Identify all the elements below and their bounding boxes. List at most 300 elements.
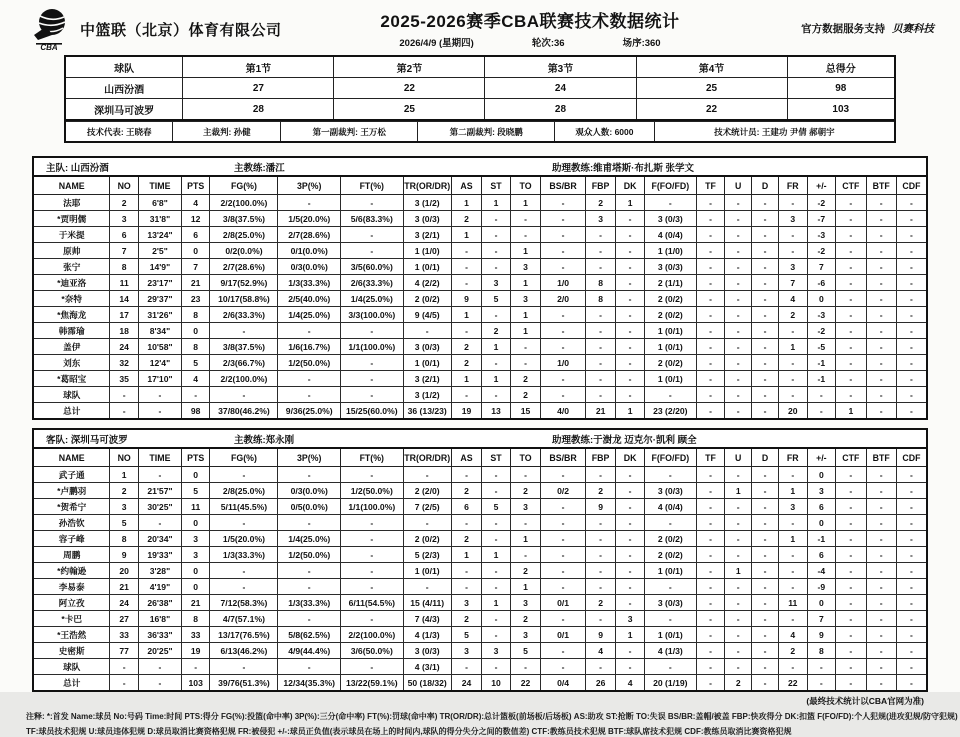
- player-name-cell: 法耶: [33, 195, 110, 211]
- stat-cell: -: [725, 275, 752, 291]
- stat-cell: -: [341, 243, 404, 259]
- column-header: 第3节: [485, 56, 636, 78]
- stat-cell: -: [616, 547, 645, 563]
- stat-cell: 4: [616, 675, 645, 692]
- stat-cell: -: [752, 243, 779, 259]
- stat-cell: -: [585, 515, 615, 531]
- stat-cell: -: [807, 387, 836, 403]
- stat-cell: 2: [510, 563, 540, 579]
- table-row: [33, 387, 927, 403]
- column-header: ST: [482, 448, 511, 467]
- stat-cell: 5: [181, 355, 210, 371]
- stat-cell: 1 (0/1): [644, 563, 696, 579]
- column-header: TR(OR/DR): [403, 448, 451, 467]
- stat-cell: -: [866, 387, 896, 403]
- stat-cell: -: [866, 243, 896, 259]
- stat-cell: 3: [778, 499, 807, 515]
- stat-cell: -: [616, 275, 645, 291]
- stat-cell: 1: [778, 531, 807, 547]
- stat-cell: 1: [510, 275, 540, 291]
- stat-cell: 0: [807, 515, 836, 531]
- stat-cell: 2 (0/2): [644, 355, 696, 371]
- stat-cell: 1: [510, 195, 540, 211]
- column-header: FG(%): [210, 448, 278, 467]
- stat-cell: -2: [807, 243, 836, 259]
- column-header: PTS: [181, 176, 210, 195]
- stat-cell: -: [696, 595, 725, 611]
- stat-cell: 7: [778, 275, 807, 291]
- column-header: U: [725, 448, 752, 467]
- stat-cell: 2: [778, 643, 807, 659]
- stat-cell: -: [616, 243, 645, 259]
- stat-cell: 3 (0/3): [644, 483, 696, 499]
- stat-cell: -: [836, 611, 866, 627]
- stat-cell: 2/3(66.7%): [210, 355, 278, 371]
- stat-cell: 1 (0/1): [644, 371, 696, 387]
- stat-cell: 3: [451, 643, 481, 659]
- home-team-section: [32, 156, 928, 420]
- header-center: [338, 7, 722, 49]
- stat-cell: -: [836, 483, 866, 499]
- stat-cell: -2: [807, 323, 836, 339]
- stat-cell: -: [725, 195, 752, 211]
- stat-cell: 17: [110, 307, 139, 323]
- stat-cell: -: [541, 515, 586, 531]
- stat-cell: -: [210, 579, 278, 595]
- stat-cell: -: [210, 323, 278, 339]
- player-name-cell: 阿立孜: [33, 595, 110, 611]
- stat-cell: -: [510, 547, 540, 563]
- stat-cell: -: [778, 467, 807, 483]
- stat-cell: -: [541, 243, 586, 259]
- stat-cell: 2/2(100.0%): [341, 627, 404, 643]
- stat-cell: -: [725, 547, 752, 563]
- stat-cell: 1 (0/1): [644, 339, 696, 355]
- stat-cell: -: [482, 611, 511, 627]
- stat-cell: 9: [807, 627, 836, 643]
- stat-cell: -: [616, 307, 645, 323]
- stat-cell: 18: [110, 323, 139, 339]
- stat-cell: -: [696, 675, 725, 692]
- stat-cell: -: [836, 227, 866, 243]
- stat-cell: -: [644, 659, 696, 675]
- stat-cell: -: [696, 259, 725, 275]
- cba-logo-icon: [26, 7, 74, 51]
- stat-cell: -: [896, 323, 927, 339]
- stat-cell: -: [752, 627, 779, 643]
- stat-cell: 4: [778, 627, 807, 643]
- stat-cell: 0: [181, 243, 210, 259]
- stat-cell: -: [585, 243, 615, 259]
- stat-cell: 7: [110, 243, 139, 259]
- column-header: AS: [451, 448, 481, 467]
- stat-cell: 0/4: [541, 675, 586, 692]
- stat-cell: 1/2(50.0%): [341, 483, 404, 499]
- column-header: 总得分: [787, 56, 895, 78]
- column-header: 3P(%): [278, 448, 341, 467]
- stat-cell: -: [585, 339, 615, 355]
- stat-cell: 4: [181, 195, 210, 211]
- stat-cell: -: [585, 563, 615, 579]
- stat-cell: -: [696, 531, 725, 547]
- stat-cell: -: [541, 467, 586, 483]
- stat-cell: -: [696, 211, 725, 227]
- column-header: 3P(%): [278, 176, 341, 195]
- stat-cell: -: [181, 387, 210, 403]
- stat-cell: -: [836, 243, 866, 259]
- stat-cell: -: [752, 259, 779, 275]
- stat-cell: -: [696, 563, 725, 579]
- stat-cell: -: [778, 547, 807, 563]
- stat-cell: 33: [181, 627, 210, 643]
- stat-cell: -: [541, 531, 586, 547]
- stat-cell: 7 (4/3): [403, 611, 451, 627]
- stat-cell: -: [866, 499, 896, 515]
- stat-cell: 9: [110, 547, 139, 563]
- stat-cell: 4/0: [541, 403, 586, 420]
- column-header: TF: [696, 176, 725, 195]
- stat-cell: -: [403, 515, 451, 531]
- column-header: TR(OR/DR): [403, 176, 451, 195]
- table-row: [33, 579, 927, 595]
- stat-cell: -: [866, 675, 896, 692]
- stat-cell: -: [585, 323, 615, 339]
- stat-cell: -: [510, 355, 540, 371]
- stat-cell: -: [778, 659, 807, 675]
- stat-cell: -: [836, 467, 866, 483]
- column-header: FBP: [585, 176, 615, 195]
- info-cell: 主裁判: 孙健: [173, 122, 281, 143]
- stat-cell: 23: [181, 291, 210, 307]
- stat-cell: -: [616, 579, 645, 595]
- stat-cell: -: [836, 579, 866, 595]
- stat-cell: -: [451, 563, 481, 579]
- stat-cell: -: [725, 627, 752, 643]
- column-header: 球队: [65, 56, 183, 78]
- stat-cell: -: [451, 515, 481, 531]
- stat-cell: 2 (2/0): [403, 483, 451, 499]
- stat-cell: 16'8": [138, 611, 181, 627]
- away-stats-body: [33, 467, 927, 692]
- stats-header-row: [33, 448, 927, 467]
- stat-cell: 1: [725, 483, 752, 499]
- player-name-cell: *贾明儒: [33, 211, 110, 227]
- stat-cell: -: [541, 227, 586, 243]
- stat-cell: 3 (1/2): [403, 387, 451, 403]
- stat-cell: 0/1(0.0%): [278, 243, 341, 259]
- stat-cell: -: [725, 227, 752, 243]
- stat-cell: 8: [807, 643, 836, 659]
- stat-cell: 2: [110, 195, 139, 211]
- stat-cell: -: [896, 291, 927, 307]
- stat-cell: 19'33": [138, 547, 181, 563]
- column-header: FT(%): [341, 176, 404, 195]
- stat-cell: -: [896, 499, 927, 515]
- score-header-row: [65, 56, 895, 78]
- stat-cell: 3: [510, 595, 540, 611]
- stat-cell: -: [725, 323, 752, 339]
- info-cell: 第二副裁判: 段晓鹏: [418, 122, 555, 143]
- stat-cell: -: [341, 371, 404, 387]
- stat-cell: 5/8(62.5%): [278, 627, 341, 643]
- stat-cell: -: [752, 275, 779, 291]
- stat-cell: 103: [181, 675, 210, 692]
- stat-cell: -: [696, 243, 725, 259]
- stat-cell: 24: [451, 675, 481, 692]
- table-row: [33, 515, 927, 531]
- stat-cell: -: [866, 611, 896, 627]
- stat-cell: 1/3(33.3%): [278, 275, 341, 291]
- stat-cell: 1: [482, 195, 511, 211]
- column-header: NO: [110, 448, 139, 467]
- stat-cell: -: [752, 371, 779, 387]
- stat-cell: -: [616, 467, 645, 483]
- stat-cell: -: [510, 211, 540, 227]
- stat-cell: -: [836, 531, 866, 547]
- table-row: [33, 547, 927, 563]
- stat-cell: 11: [110, 275, 139, 291]
- stat-cell: -: [752, 339, 779, 355]
- stat-cell: -: [778, 243, 807, 259]
- stat-cell: 3: [510, 259, 540, 275]
- stat-cell: 1/1(100.0%): [341, 499, 404, 515]
- stat-cell: -: [341, 579, 404, 595]
- stat-cell: 32: [110, 355, 139, 371]
- stat-cell: -: [896, 387, 927, 403]
- stat-cell: -: [752, 515, 779, 531]
- player-name-cell: 韩霈瑜: [33, 323, 110, 339]
- stat-cell: -: [866, 579, 896, 595]
- stat-cell: 1: [778, 339, 807, 355]
- stat-cell: -: [616, 595, 645, 611]
- stat-cell: 4'19": [138, 579, 181, 595]
- stat-cell: 0/1: [541, 595, 586, 611]
- stat-cell: -: [696, 611, 725, 627]
- stat-cell: -: [541, 259, 586, 275]
- stat-cell: -: [616, 659, 645, 675]
- stat-cell: -: [725, 499, 752, 515]
- table-row: [33, 339, 927, 355]
- legend-line-2: TF:球员技术犯规 U:球员违体犯规 D:球员取消比赛资格犯规 FR:被侵犯 +/-:球员正负值(表示球员在场上的时间内,球队的得分失分之间的数值差) CTF:教练员技术犯规 BTF:球队席技术犯规 CDF:教练员取消比赛资格犯规: [26, 727, 792, 736]
- info-cell: 技术代表: 王晓春: [65, 122, 173, 143]
- stat-cell: -: [696, 659, 725, 675]
- stat-cell: 22: [636, 99, 787, 121]
- away-team-info: [32, 428, 928, 447]
- stat-cell: 4 (1/3): [644, 643, 696, 659]
- stat-cell: -: [725, 387, 752, 403]
- stat-cell: 1/4(25.0%): [278, 531, 341, 547]
- stat-cell: -: [725, 643, 752, 659]
- stat-cell: 20: [110, 563, 139, 579]
- stat-cell: -: [138, 403, 181, 420]
- stat-cell: 4 (0/4): [644, 499, 696, 515]
- info-cell: 观众人数: 6000: [555, 122, 655, 143]
- column-header: DK: [616, 448, 645, 467]
- stat-cell: -: [896, 547, 927, 563]
- stat-cell: -: [451, 659, 481, 675]
- stat-cell: 22: [778, 675, 807, 692]
- stat-cell: 2/2(100.0%): [210, 195, 278, 211]
- stat-cell: -: [866, 259, 896, 275]
- stat-cell: 6: [451, 499, 481, 515]
- stat-cell: -: [896, 259, 927, 275]
- player-name-cell: *奈特: [33, 291, 110, 307]
- stat-cell: 2/8(25.0%): [210, 483, 278, 499]
- stat-cell: -: [725, 339, 752, 355]
- stat-cell: -: [836, 307, 866, 323]
- stat-cell: 1: [451, 227, 481, 243]
- stat-cell: -: [866, 563, 896, 579]
- stat-cell: 2/6(33.3%): [210, 307, 278, 323]
- stat-cell: 2 (0/2): [403, 291, 451, 307]
- player-name-cell: 周鹏: [33, 547, 110, 563]
- stat-cell: 1 (0/1): [403, 563, 451, 579]
- stat-cell: -: [482, 563, 511, 579]
- stat-cell: -: [725, 291, 752, 307]
- stat-cell: -: [644, 515, 696, 531]
- stat-cell: -: [836, 595, 866, 611]
- stat-cell: -: [866, 371, 896, 387]
- stat-cell: 11: [778, 595, 807, 611]
- stat-cell: -: [510, 339, 540, 355]
- stat-cell: -: [541, 611, 586, 627]
- stat-cell: 1 (0/1): [403, 259, 451, 275]
- player-name-cell: 球队: [33, 387, 110, 403]
- stat-cell: 1: [482, 339, 511, 355]
- stat-cell: -: [778, 387, 807, 403]
- stat-cell: 5/11(45.5%): [210, 499, 278, 515]
- stat-cell: 1: [482, 595, 511, 611]
- stat-cell: 9/36(25.0%): [278, 403, 341, 420]
- stat-cell: -: [341, 387, 404, 403]
- stat-cell: 13: [482, 403, 511, 420]
- stat-cell: 2: [585, 595, 615, 611]
- stat-cell: -: [752, 355, 779, 371]
- stat-cell: -: [585, 659, 615, 675]
- stat-cell: -: [278, 659, 341, 675]
- stat-cell: -: [110, 387, 139, 403]
- stat-cell: 2/2(100.0%): [210, 371, 278, 387]
- stat-cell: -: [616, 355, 645, 371]
- stat-cell: -5: [807, 339, 836, 355]
- stat-cell: -: [341, 659, 404, 675]
- stat-cell: -: [752, 323, 779, 339]
- stat-cell: 4/9(44.4%): [278, 643, 341, 659]
- stat-cell: -: [696, 403, 725, 420]
- stat-cell: -: [451, 275, 481, 291]
- stat-cell: -: [725, 371, 752, 387]
- stat-cell: -: [482, 627, 511, 643]
- stat-cell: -: [482, 227, 511, 243]
- column-header: NAME: [33, 448, 110, 467]
- stat-cell: 17'10": [138, 371, 181, 387]
- stat-cell: -: [752, 659, 779, 675]
- stat-cell: -: [896, 339, 927, 355]
- stat-cell: 0: [807, 291, 836, 307]
- stat-cell: -: [541, 659, 586, 675]
- stat-cell: -2: [807, 195, 836, 211]
- header-right: [722, 7, 934, 36]
- stat-cell: 11: [181, 499, 210, 515]
- stat-cell: 1/0: [541, 275, 586, 291]
- table-row: [33, 483, 927, 499]
- info-cell: 第一副裁判: 王万松: [281, 122, 418, 143]
- player-name-cell: 于米提: [33, 227, 110, 243]
- stat-cell: -: [278, 563, 341, 579]
- column-header: CDF: [896, 176, 927, 195]
- stat-cell: -6: [807, 275, 836, 291]
- stat-cell: 2: [778, 307, 807, 323]
- column-header: FR: [778, 448, 807, 467]
- stat-cell: -: [752, 307, 779, 323]
- stat-cell: 13/17(76.5%): [210, 627, 278, 643]
- stat-cell: -: [807, 403, 836, 420]
- player-name-cell: 深圳马可波罗: [65, 99, 183, 121]
- stat-cell: 1/2(50.0%): [278, 547, 341, 563]
- stat-cell: -: [482, 483, 511, 499]
- stat-cell: -: [341, 515, 404, 531]
- officials-row: [65, 122, 895, 143]
- stat-cell: -: [896, 659, 927, 675]
- stat-cell: -: [616, 291, 645, 307]
- stat-cell: 12: [181, 211, 210, 227]
- stat-cell: 4 (0/4): [644, 227, 696, 243]
- stat-cell: -: [278, 371, 341, 387]
- stat-cell: -: [725, 259, 752, 275]
- stat-cell: 21'57": [138, 483, 181, 499]
- stat-cell: -: [866, 627, 896, 643]
- legend: [26, 711, 958, 737]
- stat-cell: 2: [451, 355, 481, 371]
- stat-cell: -: [541, 371, 586, 387]
- stat-cell: -: [725, 355, 752, 371]
- stat-cell: -: [752, 499, 779, 515]
- stat-cell: 1/5(20.0%): [210, 531, 278, 547]
- stat-cell: -: [278, 611, 341, 627]
- stat-cell: 10/17(58.8%): [210, 291, 278, 307]
- stat-cell: 35: [110, 371, 139, 387]
- stat-cell: 9: [585, 627, 615, 643]
- stat-cell: -: [778, 355, 807, 371]
- stat-cell: 12/34(35.3%): [278, 675, 341, 692]
- stat-cell: -: [541, 307, 586, 323]
- stat-cell: -: [138, 515, 181, 531]
- stat-cell: -: [752, 227, 779, 243]
- stat-cell: -: [541, 643, 586, 659]
- stat-cell: -: [616, 259, 645, 275]
- stat-cell: -: [836, 339, 866, 355]
- stat-cell: -: [644, 195, 696, 211]
- player-name-cell: 原帅: [33, 243, 110, 259]
- stat-cell: 9/17(52.9%): [210, 275, 278, 291]
- stat-cell: -: [836, 371, 866, 387]
- stat-cell: -: [510, 467, 540, 483]
- stat-cell: -: [482, 211, 511, 227]
- stat-cell: 15/25(60.0%): [341, 403, 404, 420]
- stat-cell: -: [696, 339, 725, 355]
- stat-cell: 6'8": [138, 195, 181, 211]
- stat-cell: 19: [451, 403, 481, 420]
- column-header: F(FO/FD): [644, 176, 696, 195]
- column-header: F(FO/FD): [644, 448, 696, 467]
- away-stats-table: [32, 447, 928, 692]
- stat-cell: 1: [482, 547, 511, 563]
- stat-cell: 3/5(60.0%): [341, 259, 404, 275]
- stat-cell: -: [644, 579, 696, 595]
- stat-cell: 6/11(54.5%): [341, 595, 404, 611]
- stat-cell: -: [585, 579, 615, 595]
- stat-cell: 3: [482, 275, 511, 291]
